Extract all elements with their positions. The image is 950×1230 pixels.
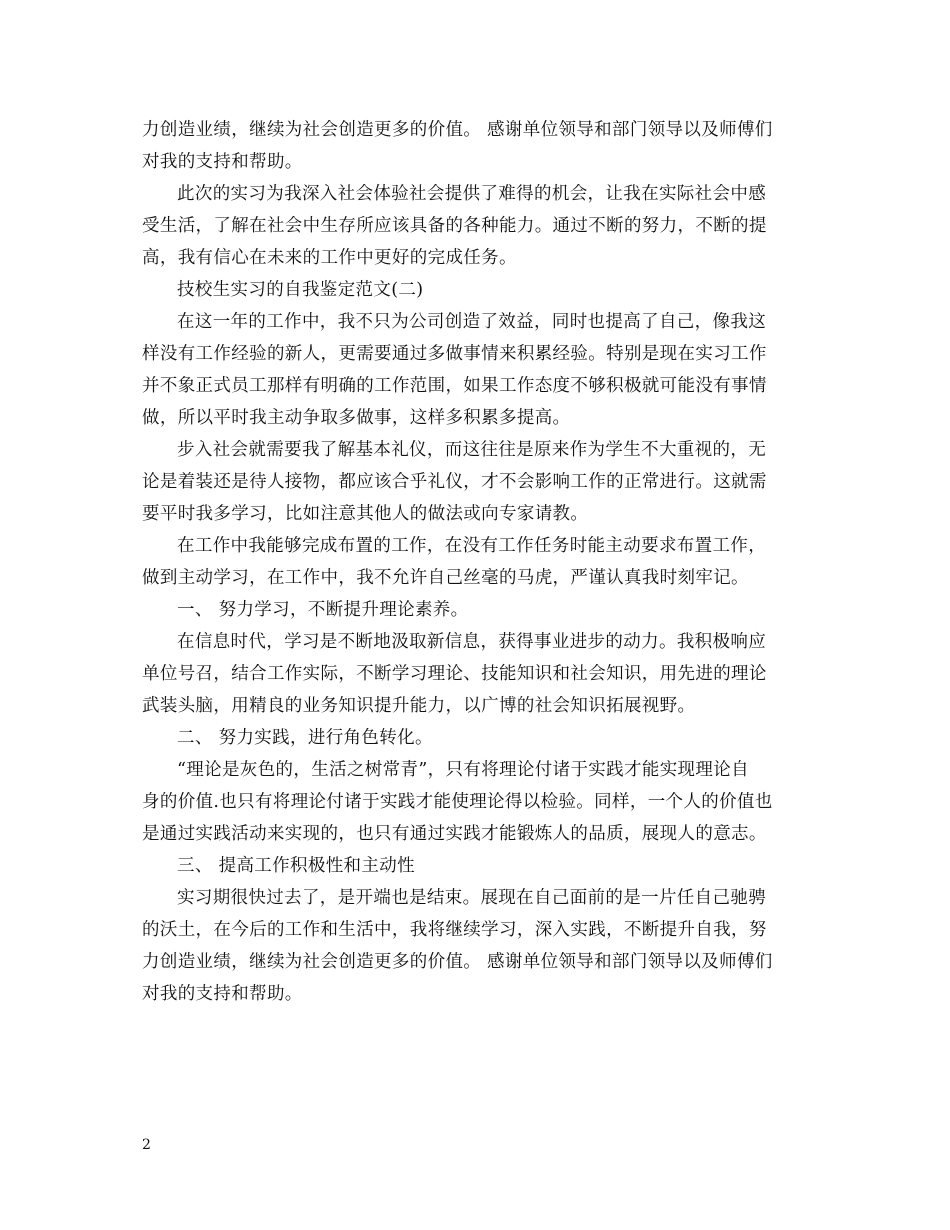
text-line: 对我的支持和帮助。 bbox=[142, 152, 303, 172]
text-line: 此次的实习为我深入社会体验社会提供了难得的机会，让我在实际社会中感 bbox=[177, 184, 767, 204]
text-line: 的沃土，在今后的工作和生活中，我将继续学习，深入实践，不断提升自我，努 bbox=[142, 920, 767, 940]
text-line: 是通过实践活动来实现的，也只有通过实践才能锻炼人的品质，展现人的意志。 bbox=[142, 824, 767, 844]
text-line: 做，所以平时我主动争取多做事，这样多积累多提高。 bbox=[142, 408, 571, 428]
text-line: 受生活，了解在社会中生存所应该具备的各种能力。通过不断的努力，不断的提 bbox=[142, 216, 767, 236]
text-line: 实习期很快过去了，是开端也是结束。展现在自己面前的是一片任自己驰骋 bbox=[177, 888, 767, 908]
text-line: 武装头脑，用精良的业务知识提升能力，以广博的社会知识拓展视野。 bbox=[142, 696, 696, 716]
text-line: 二、 努力实践，进行角色转化。 bbox=[177, 728, 433, 748]
text-line: 一、 努力学习，不断提升理论素养。 bbox=[177, 600, 469, 620]
text-line: 技校生实习的自我鉴定范文(二) bbox=[177, 280, 424, 300]
text-line: 并不象正式员工那样有明确的工作范围，如果工作态度不够积极就可能没有事情 bbox=[142, 376, 767, 396]
text-line: 力创造业绩，继续为社会创造更多的价值。 感谢单位领导和部门领导以及师傅们 bbox=[142, 120, 773, 140]
text-line: 身的价值.也只有将理论付诸于实践才能使理论得以检验。同样，一个人的价值也 bbox=[142, 792, 773, 812]
page-number: 2 bbox=[142, 1137, 151, 1153]
text-line: 步入社会就需要我了解基本礼仪，而这往往是原来作为学生不大重视的，无 bbox=[177, 440, 767, 460]
text-line: 力创造业绩，继续为社会创造更多的价值。 感谢单位领导和部门领导以及师傅们 bbox=[142, 952, 773, 972]
text-line: “理论是灰色的，生活之树常青”，只有将理论付诸于实践才能实现理论自 bbox=[177, 760, 749, 780]
document-body bbox=[142, 114, 810, 1010]
text-line: 论是着装还是待人接物，都应该合乎礼仪，才不会影响工作的正常进行。这就需 bbox=[142, 472, 767, 492]
text-line: 在这一年的工作中，我不只为公司创造了效益，同时也提高了自己，像我这 bbox=[177, 312, 767, 332]
text-line: 对我的支持和帮助。 bbox=[142, 984, 303, 1004]
text-line: 三、 提高工作积极性和主动性 bbox=[177, 856, 415, 876]
text-line: 做到主动学习，在工作中，我不允许自己丝毫的马虎，严谨认真我时刻牢记。 bbox=[142, 568, 749, 588]
text-line: 在工作中我能够完成布置的工作，在没有工作任务时能主动要求布置工作， bbox=[177, 536, 767, 556]
text-line: 样没有工作经验的新人，更需要通过多做事情来积累经验。特别是现在实习工作 bbox=[142, 344, 767, 364]
text-line: 单位号召，结合工作实际，不断学习理论、技能知识和社会知识，用先进的理论 bbox=[142, 664, 767, 684]
text-line: 要平时我多学习，比如注意其他人的做法或向专家请教。 bbox=[142, 504, 589, 524]
text-line: 高，我有信心在未来的工作中更好的完成任务。 bbox=[142, 248, 517, 268]
text-line: 在信息时代，学习是不断地汲取新信息，获得事业进步的动力。我积极响应 bbox=[177, 632, 767, 652]
